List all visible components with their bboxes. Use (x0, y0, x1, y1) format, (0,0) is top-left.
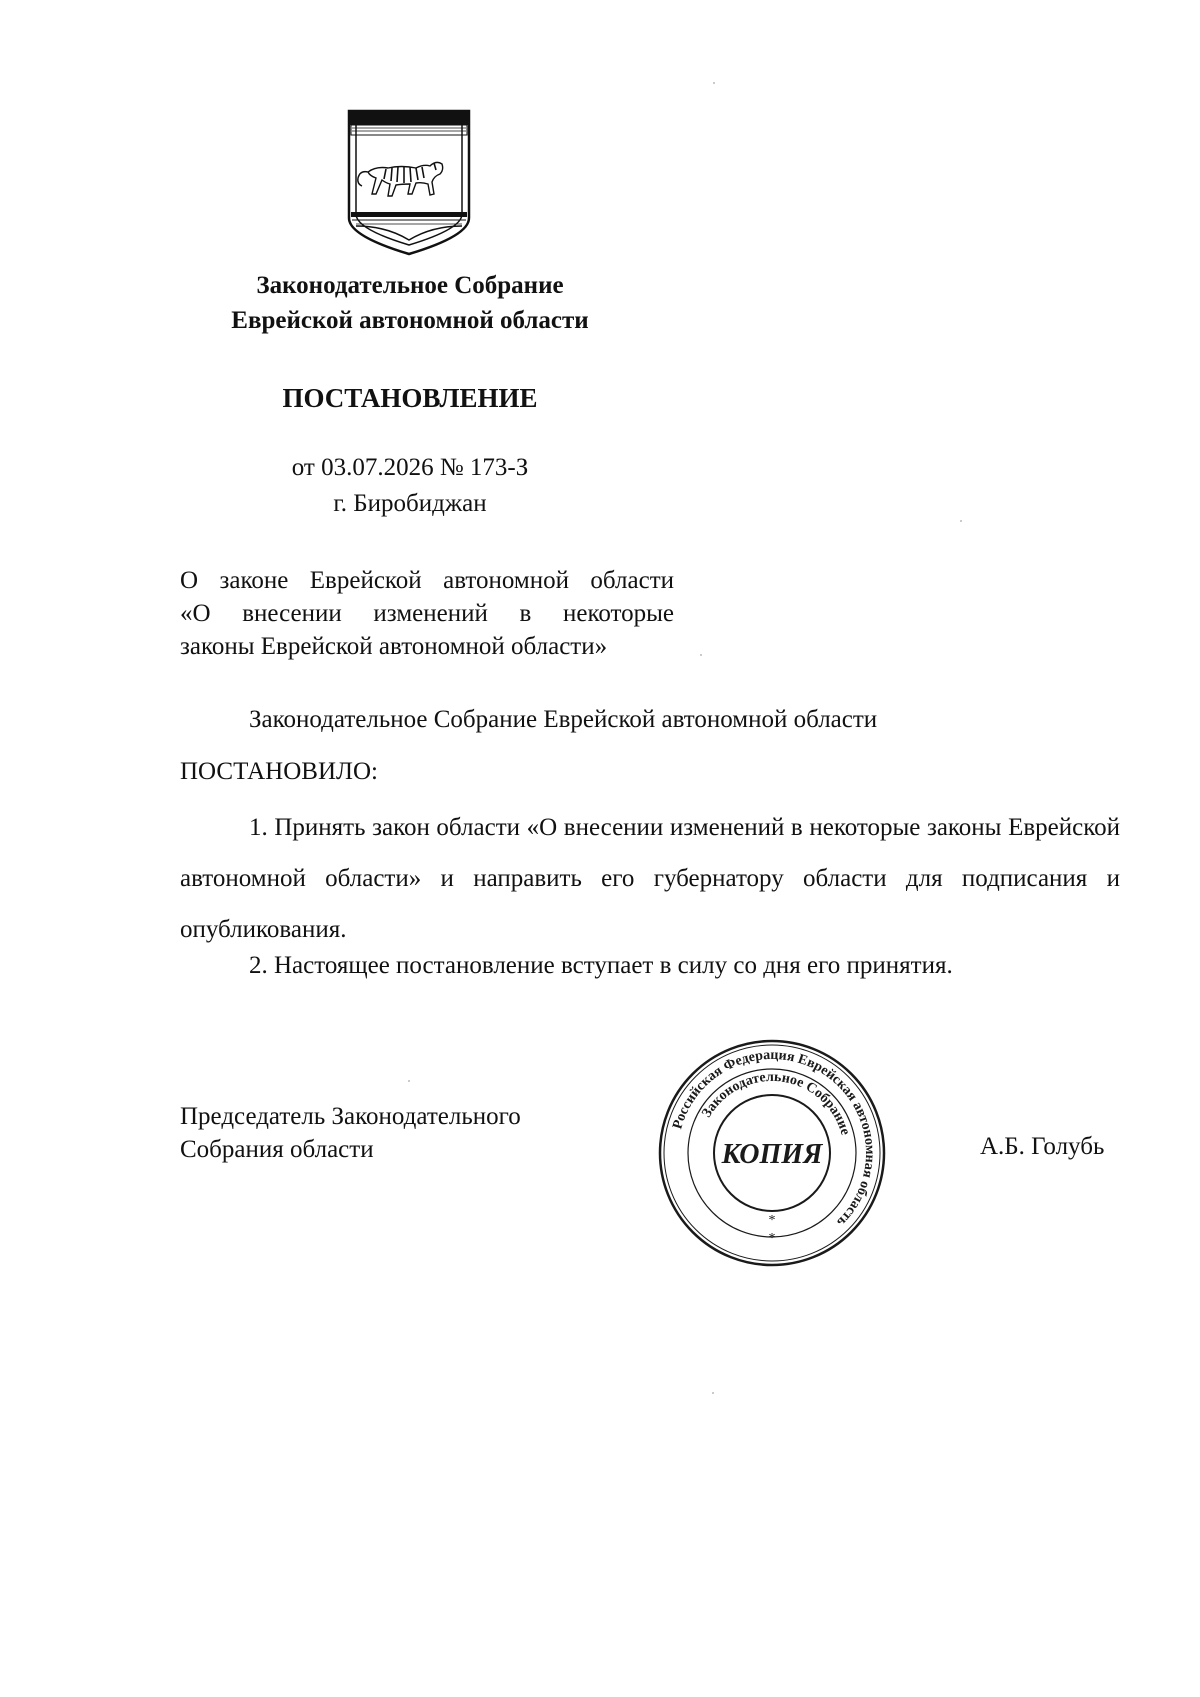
stamp-center-text: КОПИЯ (721, 1139, 823, 1170)
official-stamp (657, 1038, 887, 1268)
document-date-number: от 03.07.2026 № 173-З (291, 454, 529, 481)
document-type: ПОСТАНОВЛЕНИЕ (282, 383, 538, 413)
tiger-coat-of-arms-icon (346, 108, 472, 258)
resolution-item-1: 1. Принять закон области «О внесении изменений в некоторые законы Еврейской автономной области» и направить его губернатору области для подписания и опубликования. (180, 814, 1120, 943)
coat-of-arms-emblem (346, 108, 472, 258)
signatory-position-line2: Собрания области (180, 1136, 374, 1163)
subject-line1: О законе Еврейской автономной области (180, 567, 674, 594)
stamp-outer-text: Российская Федерация Еврейская автономная область (670, 1047, 878, 1230)
signatory-position-line1: Председатель Законодательного (180, 1103, 521, 1130)
document-date-number-block (150, 450, 670, 522)
signatory-position (180, 1100, 521, 1166)
document-subject (180, 564, 674, 663)
preamble-text: Законодательное Собрание Еврейской автономной области (249, 706, 878, 733)
resolution-item-2: 2. Настоящее постановление вступает в силу со дня его принятия. (249, 952, 953, 979)
svg-text:*: * (768, 1231, 776, 1246)
svg-text:*: * (768, 1213, 776, 1228)
stamp-inner-text: Законодательное Собрание (699, 1069, 853, 1137)
decreed-heading: ПОСТАНОВИЛО: (180, 758, 378, 785)
organization-name (150, 268, 670, 338)
organization-name-line2: Еврейской автономной области (231, 307, 589, 334)
document-city: г. Биробиджан (333, 490, 487, 517)
signatory-name: А.Б. Голубь (980, 1133, 1105, 1160)
subject-line3: законы Еврейской автономной области» (180, 633, 608, 660)
subject-line2: «О внесении изменений в некоторые (180, 600, 674, 627)
organization-name-line1: Законодательное Собрание (256, 272, 564, 299)
round-seal-icon (657, 1038, 887, 1268)
